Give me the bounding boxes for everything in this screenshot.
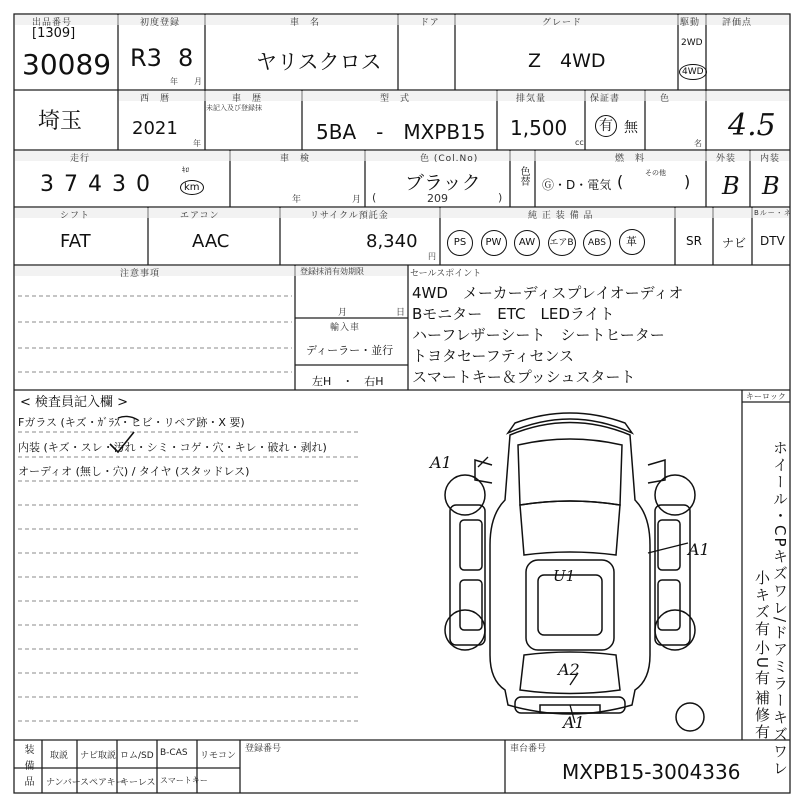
mileage-label: 走行 bbox=[70, 154, 91, 164]
equip-airbag: エアB bbox=[548, 230, 576, 256]
chassis-number: MXPB15-3004336 bbox=[562, 760, 741, 784]
footer-item-smart-key: スマートキー bbox=[160, 776, 208, 785]
damage-mark-u1: U1 bbox=[553, 567, 576, 585]
inspection-year: 年 bbox=[292, 195, 302, 205]
side-note-wheel: ホイール・CPキズ bbox=[771, 440, 789, 583]
equip-navi: ナビ bbox=[722, 236, 747, 250]
inspector-line-glass: Fガラス (キズ・ｶﾞﾗｽ・ヒビ・リペア跡・X 要) bbox=[18, 416, 245, 429]
sales-point-3: ハーフレザーシート シートヒーター bbox=[412, 326, 665, 344]
model-label: 型 式 bbox=[380, 94, 411, 104]
warranty-yes-circled: 有 bbox=[595, 115, 617, 137]
dealer-import: ディーラー・並行 bbox=[306, 344, 394, 357]
color-paren-close: ) bbox=[498, 191, 503, 204]
mile-unit: ｷﾛ bbox=[182, 166, 189, 174]
car-name: ヤリスクロス bbox=[256, 50, 382, 74]
shift-label: シフト bbox=[60, 211, 91, 221]
equip-sr: SR bbox=[686, 234, 702, 248]
exterior-label: 外装 bbox=[716, 154, 737, 164]
lot-label: 出品番号 bbox=[32, 18, 73, 28]
door-label: ドア bbox=[420, 18, 440, 28]
drive-2wd: 2WD bbox=[681, 38, 703, 48]
color-paren-open: ( bbox=[372, 191, 377, 204]
fuel-paren: ( bbox=[617, 172, 624, 191]
footer-item-spare-key: スペアキー bbox=[80, 778, 125, 788]
sales-points-label: セールスポイント bbox=[410, 269, 482, 279]
equip-abs: ABS bbox=[583, 230, 611, 256]
footer-item-remote: リモコン bbox=[200, 751, 237, 761]
color-name: ブラック bbox=[405, 172, 481, 194]
side-note-mirror: ワレ/ドアミラーキズワレ bbox=[771, 583, 789, 778]
footer-item-number: ナンバー bbox=[46, 778, 81, 788]
inspector-line-interior: 内装 (キズ・スレ・汚れ・シミ・コゲ・穴・キレ・破れ・剥れ) bbox=[18, 441, 327, 454]
chassis-label: 車台番号 bbox=[510, 744, 547, 754]
equip-dtv: DTV bbox=[760, 234, 785, 248]
ac-value: AAC bbox=[192, 231, 230, 252]
damage-mark-a1-right: A1 bbox=[688, 540, 710, 559]
interior-handwritten: B bbox=[762, 172, 780, 200]
side-note-small-scratch: 小キズ有 bbox=[753, 570, 771, 638]
footer-item-bcas: B-CAS bbox=[160, 748, 188, 758]
shift-value: FAT bbox=[60, 231, 91, 252]
fuel-label: 燃 料 bbox=[615, 154, 646, 164]
warranty-label: 保証書 bbox=[590, 94, 621, 104]
handle-side: 左H ・ 右H bbox=[312, 375, 384, 388]
tsuki-label: 月 bbox=[194, 77, 202, 86]
sales-point-5: スマートキー＆プッシュスタート bbox=[412, 368, 636, 386]
sales-point-1: 4WD メーカーディスプレイオーディオ bbox=[412, 284, 684, 302]
displacement: 1,500 bbox=[510, 116, 568, 140]
exterior-handwritten: B bbox=[722, 172, 740, 200]
reg-expiry-label: 登録抹消有効期限 bbox=[300, 267, 364, 276]
import-label: 輸入車 bbox=[330, 323, 361, 333]
reg-month: 月 bbox=[338, 308, 348, 318]
inspection-month: 月 bbox=[352, 195, 362, 205]
side-note-small-u: 小U有 bbox=[753, 640, 771, 687]
side-note-repair: 補修有 bbox=[753, 690, 771, 741]
recycle-value: 8,340 bbox=[366, 231, 418, 252]
keylock-label: キーロック bbox=[746, 392, 786, 401]
year-month: 8 bbox=[178, 44, 194, 72]
shaken-label: 車 歴 bbox=[232, 94, 263, 104]
first-reg-year: 2021 bbox=[132, 118, 178, 139]
inspection-label: 車 検 bbox=[280, 154, 311, 164]
western-year-label: 西 暦 bbox=[140, 94, 171, 104]
notes-label: 注意事項 bbox=[120, 269, 161, 279]
fuel-paren-close: ) bbox=[684, 172, 691, 191]
damage-mark-a2: A2 bbox=[558, 660, 580, 679]
car-name-label: 車 名 bbox=[290, 18, 321, 28]
year-label: 初度登録 bbox=[140, 18, 181, 28]
inspector-line-audio: オーディオ (無し・穴) / タイヤ (スタッドレス) bbox=[18, 465, 250, 478]
fuel-value: Ⓖ・D・電気 bbox=[542, 178, 612, 192]
sales-point-4: トヨタセーフティセンス bbox=[412, 347, 575, 365]
grade: Z 4WD bbox=[528, 50, 606, 72]
drive-4wd-circled: 4WD bbox=[679, 64, 707, 80]
rating-handwritten: 4.5 bbox=[728, 108, 776, 143]
color-no-label: 色 (Col.No) bbox=[420, 154, 479, 164]
equipment-label: 純 正 装 備 品 bbox=[528, 211, 594, 221]
footer-item-keyless: キーレス bbox=[120, 778, 156, 788]
color-change-label: 色替 bbox=[518, 166, 529, 186]
warranty-no: 無 bbox=[624, 120, 638, 136]
cc-unit: cc bbox=[575, 138, 584, 147]
color-no: 209 bbox=[427, 192, 448, 205]
color-history-label: 色 bbox=[660, 94, 671, 104]
footer-equip-label: 装備品 bbox=[22, 744, 33, 792]
damage-mark-a1-left: A1 bbox=[430, 453, 452, 472]
equip-ps: PS bbox=[447, 230, 473, 256]
grade-label: グレード bbox=[542, 18, 583, 28]
year-era: R3 bbox=[130, 44, 162, 72]
location: 埼玉 bbox=[38, 109, 83, 134]
interior-label: 内装 bbox=[760, 154, 781, 164]
rating-label: 評価点 bbox=[722, 18, 753, 28]
reg-day: 日 bbox=[396, 308, 406, 318]
nen-label: 年 bbox=[170, 77, 178, 86]
damage-mark-a1-bottom: A1 bbox=[563, 713, 585, 732]
km-circled: km bbox=[180, 180, 204, 195]
recycle-label: リサイクル預託金 bbox=[310, 211, 389, 221]
displacement-label: 排気量 bbox=[516, 94, 547, 104]
mei-label: 名 bbox=[694, 139, 702, 148]
mileage-digits: 37430 bbox=[40, 172, 160, 197]
equip-pw: PW bbox=[481, 230, 507, 256]
footer-item-navi-manual: ナビ取説 bbox=[80, 751, 117, 761]
yen-unit: 円 bbox=[428, 252, 436, 261]
inspector-heading: < 検査員記入欄 > bbox=[20, 395, 129, 410]
model-code: 5BA - MXPB15 bbox=[316, 120, 486, 144]
footer-item-rom-sd: ロム/SD bbox=[120, 751, 154, 761]
sales-point-2: Bモニター ETC LEDライト bbox=[412, 305, 615, 323]
equip-aw: AW bbox=[514, 230, 540, 256]
shaken-sub: 未記入及び登録抹 bbox=[206, 104, 262, 112]
ac-label: エアコン bbox=[180, 211, 220, 221]
footer-item-manual: 取説 bbox=[50, 751, 69, 761]
equip-leather: 革 bbox=[619, 229, 645, 255]
reg-number-label: 登録番号 bbox=[245, 744, 282, 754]
year-suffix: 年 bbox=[193, 139, 201, 148]
lot-sub: [1309] bbox=[32, 26, 76, 41]
fuel-other: その他 bbox=[645, 169, 666, 177]
drive-label: 駆動 bbox=[680, 18, 701, 28]
interior-sub-label: Bルー・ネ bbox=[754, 209, 792, 217]
lot-number: 30089 bbox=[22, 48, 112, 81]
